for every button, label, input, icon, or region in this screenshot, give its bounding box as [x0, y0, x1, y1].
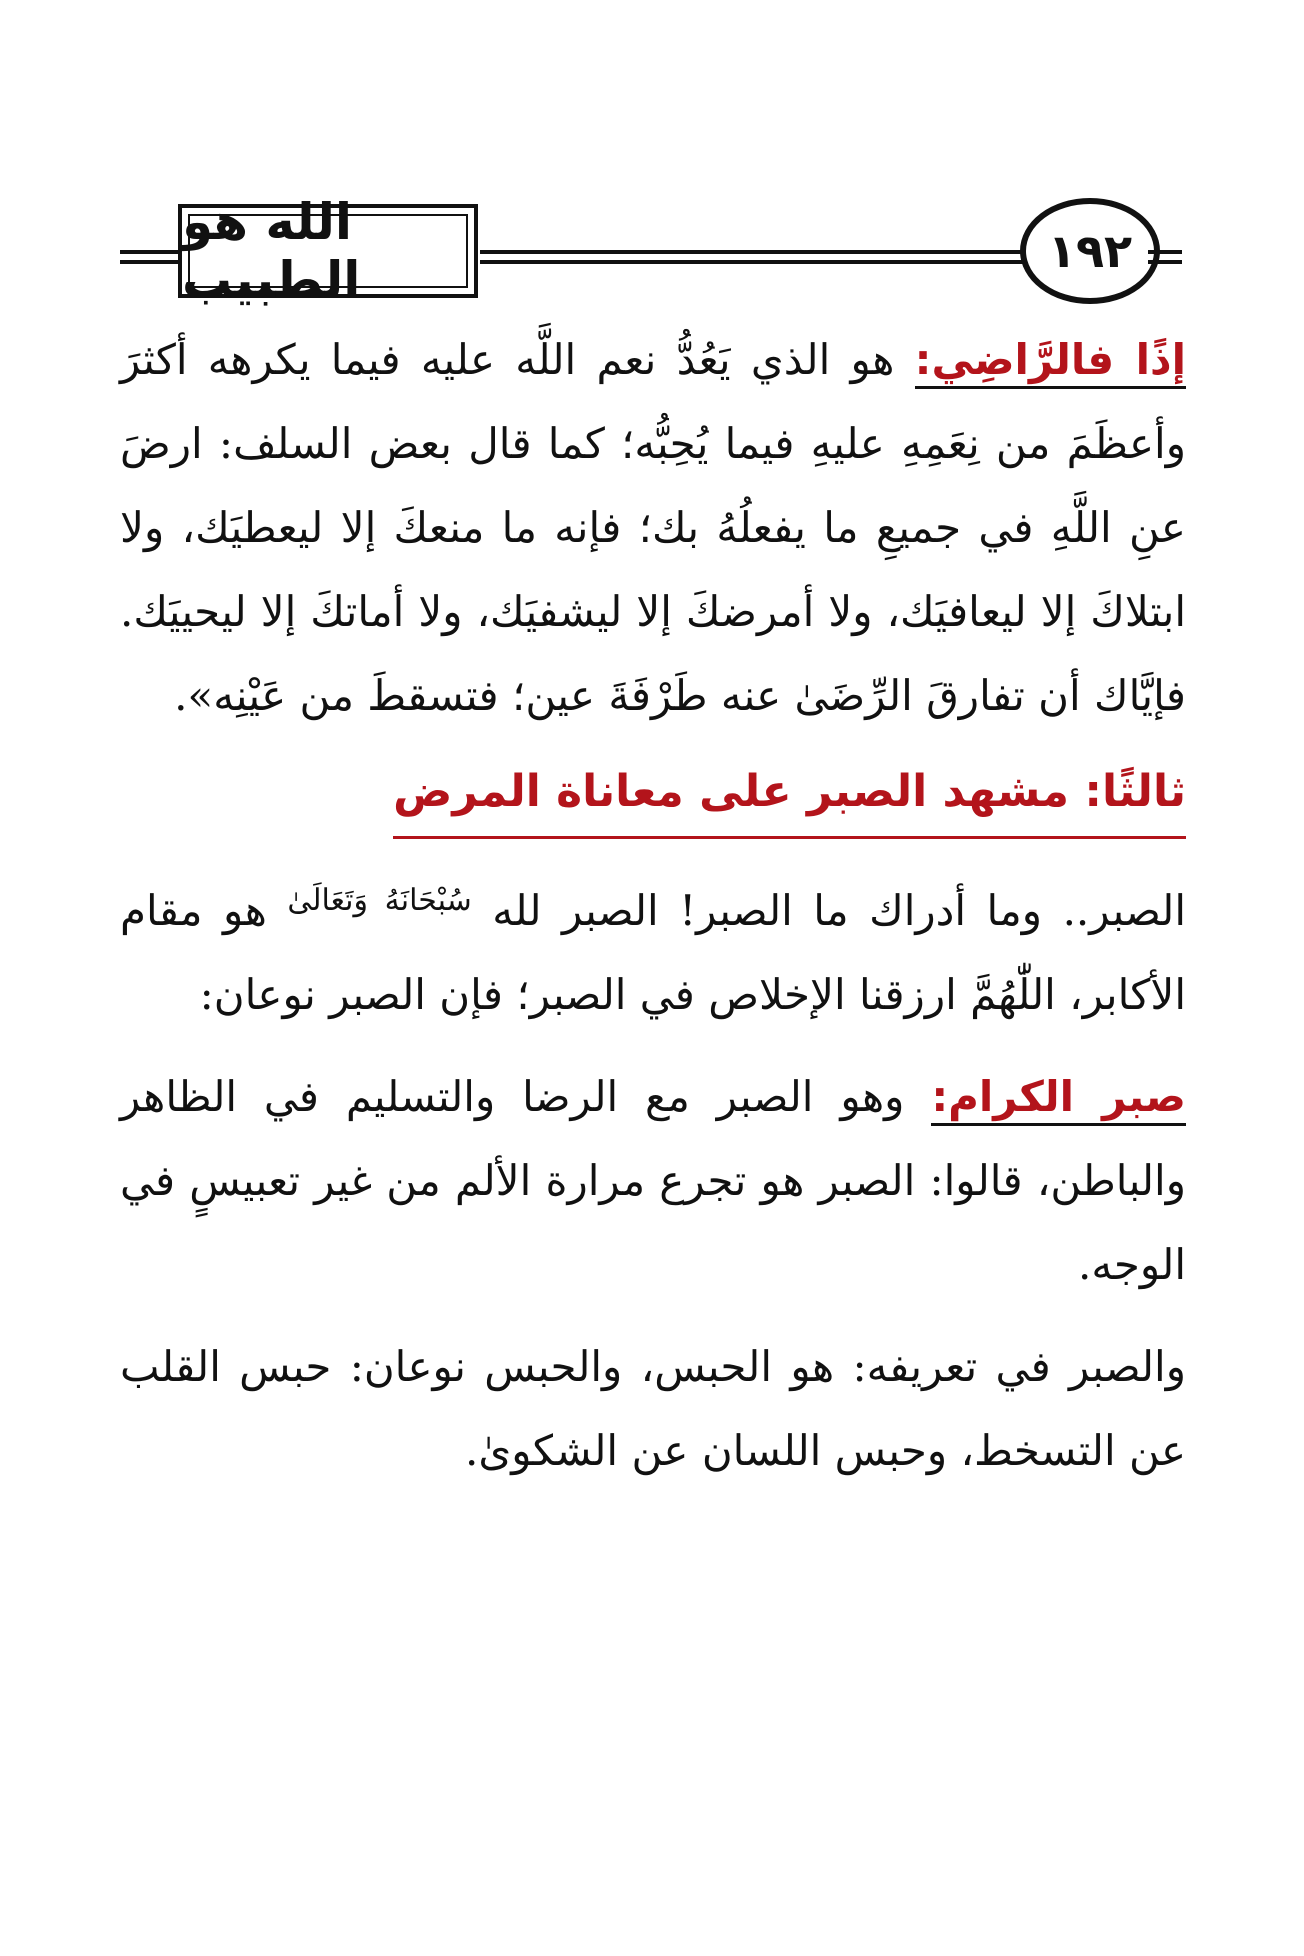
- running-title: الله هو الطبيب: [182, 193, 361, 309]
- section-heading: [120, 752, 1186, 839]
- running-title-box: [178, 193, 478, 309]
- page-content: [120, 318, 1186, 1493]
- paragraph-text: والصبر في تعريفه: هو الحبس، والحبس نوعان: حبس القلب عن التسخط، وحبس اللسان عن الشكوىٰ.: [120, 1342, 1186, 1475]
- section-heading-text: ثالثًا: مشهد الصبر على معاناة المرض: [393, 752, 1186, 839]
- page-number: ١٩٢: [1047, 224, 1133, 278]
- header-rule-left: [120, 250, 180, 264]
- paragraph-definition: [120, 1325, 1186, 1493]
- paragraph-text: هو الذي يَعُدُّ نعم اللَّه عليه فيما يكرهه أكثرَ وأعظَمَ من نِعَمِهِ عليهِ فيما يُحِبُّه؛ كما قال بعض السلف: ارضَ عنِ اللَّهِ في جميعِ ما يفعلُهُ بك؛ فإنه ما منعكَ إلا ليعطيَك، ولا ابتلاكَ إلا ليعافيَك، ولا أمرضكَ إلا ليشفيَك، ولا أماتكَ إلا ليحييَك. فإيَّاك أن تفارقَ الرِّضَىٰ عنه طَرْفَةَ عين؛ فتسقطَ من عَيْنِه».: [120, 335, 1186, 720]
- paragraph-text-part1: الصبر.. وما أدراك ما الصبر! الصبر لله: [492, 886, 1187, 935]
- paragraph-text: وهو الصبر مع الرضا والتسليم في الظاهر والباطن، قالوا: الصبر هو تجرع مرارة الألم من غير تعبيسٍ في الوجه.: [120, 1072, 1186, 1289]
- page-number-badge: [1020, 198, 1160, 304]
- lead-term-satisfied: إذًا فالرَّاضِي:: [915, 335, 1186, 389]
- paragraph-text-part2: هو مقام الأكابر، اللّٰهُمَّ ارزقنا الإخلاص في الصبر؛ فإن الصبر نوعان:: [120, 886, 1186, 1019]
- header-rule-right: [1148, 250, 1182, 264]
- header-rule-middle: [480, 250, 1060, 264]
- paragraph-noble-patience: [120, 1055, 1186, 1307]
- lead-term-noble-patience: صبر الكرام:: [931, 1072, 1186, 1126]
- paragraph-satisfied: [120, 318, 1186, 738]
- honorific-glyph: سُبْحَانَهُ وَتَعَالَىٰ: [287, 883, 472, 918]
- page-header: [120, 193, 1180, 309]
- paragraph-patience: [120, 859, 1186, 1037]
